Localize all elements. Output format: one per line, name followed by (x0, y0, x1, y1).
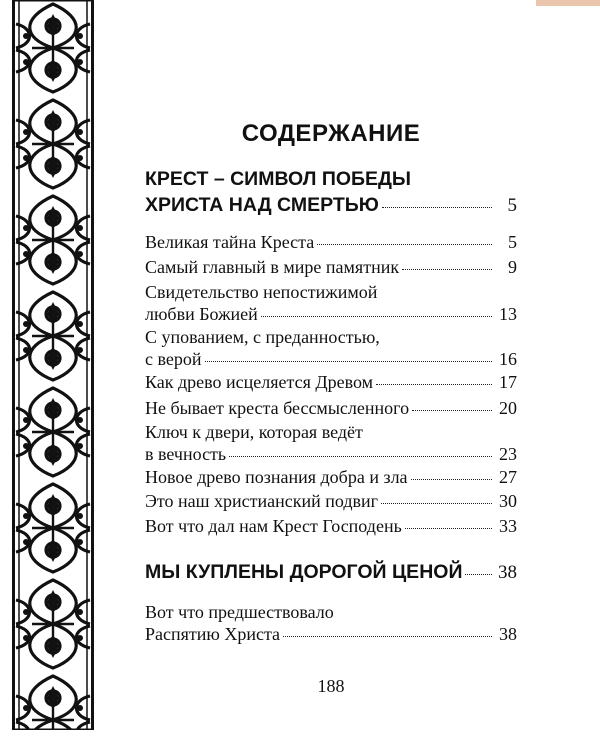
table-of-contents (145, 0, 517, 750)
entry-title: Самый главный в мире памятник (145, 257, 400, 277)
toc-entry (145, 231, 517, 253)
toc-row (145, 490, 517, 512)
page-folio-number: 188 (317, 676, 345, 696)
toc-entry (145, 466, 517, 488)
toc-row (145, 192, 517, 219)
page-number: 33 (499, 516, 517, 536)
toc-entry (145, 490, 517, 512)
toc-entry (145, 326, 517, 370)
entry-title-line1: Ключ к двери, которая ведёт (145, 422, 363, 442)
entry-title: Это наш христианский подвиг (145, 491, 379, 511)
section-title-line2: ХРИСТА НАД СМЕРТЬЮ (145, 194, 379, 216)
toc-row (145, 397, 517, 419)
toc-row (145, 303, 517, 325)
page-title: СОДЕРЖАНИЕ (241, 120, 421, 147)
entry-title-line1: Вот что предшествовало (145, 602, 334, 622)
entry-title: Не бывает креста бессмысленного (145, 398, 410, 418)
page-number: 5 (507, 195, 517, 216)
dot-leader (381, 503, 492, 504)
dot-leader (405, 528, 492, 529)
dot-leader (229, 456, 492, 457)
toc-entry (145, 515, 517, 537)
ornamental-border (12, 0, 94, 730)
toc-entry (145, 397, 517, 419)
entry-title: в вечность (145, 444, 227, 464)
entry-title-line1: С упованием, с преданностью, (145, 327, 380, 347)
toc-entry (145, 601, 517, 645)
page-number: 23 (499, 444, 517, 464)
page-number: 30 (499, 491, 517, 511)
toc-row (145, 515, 517, 537)
toc-row (145, 466, 517, 488)
entry-title-line1: Свидетельство непостижимой (145, 282, 378, 302)
dot-leader (382, 207, 492, 208)
toc-row (145, 559, 517, 586)
toc-row (145, 256, 517, 278)
toc-section (145, 166, 517, 219)
entry-title: Как древо исцеляется Древом (145, 372, 374, 392)
page-number: 16 (499, 349, 517, 369)
toc-row (145, 348, 517, 370)
entry-title: любви Божией (145, 304, 258, 324)
section-title: МЫ КУПЛЕНЫ ДОРОГОЙ ЦЕНОЙ (145, 561, 463, 583)
dot-leader (411, 479, 492, 480)
dot-leader (465, 574, 492, 575)
entry-title: Новое древо познания добра и зла (145, 467, 408, 487)
page-number: 38 (499, 624, 517, 644)
page-number: 17 (499, 372, 517, 392)
dot-leader (317, 244, 492, 245)
page-corner-mark (536, 0, 600, 6)
section-title-line1: КРЕСТ – СИМВОЛ ПОБЕДЫ (145, 168, 412, 190)
dot-leader (283, 636, 492, 637)
dot-leader (205, 361, 492, 362)
toc-row (145, 371, 517, 393)
entry-title: Вот что дал нам Крест Господень (145, 516, 402, 536)
dot-leader (261, 316, 492, 317)
toc-entry (145, 256, 517, 278)
page-number: 20 (499, 398, 517, 418)
toc-row (145, 231, 517, 253)
dot-leader (376, 384, 492, 385)
page-number: 13 (499, 304, 517, 324)
entry-title: Распятию Христа (145, 624, 281, 644)
toc-section (145, 559, 517, 586)
page-number: 9 (508, 257, 517, 277)
page-number: 5 (508, 232, 517, 252)
page-number: 27 (499, 467, 517, 487)
toc-entry (145, 421, 517, 465)
toc-row (145, 623, 517, 645)
dot-leader (412, 410, 492, 411)
entry-title: с верой (145, 349, 202, 369)
page-number: 38 (498, 562, 517, 583)
toc-row (145, 443, 517, 465)
toc-entry (145, 371, 517, 393)
dot-leader (402, 269, 492, 270)
entry-title: Великая тайна Креста (145, 232, 315, 252)
toc-entry (145, 281, 517, 325)
